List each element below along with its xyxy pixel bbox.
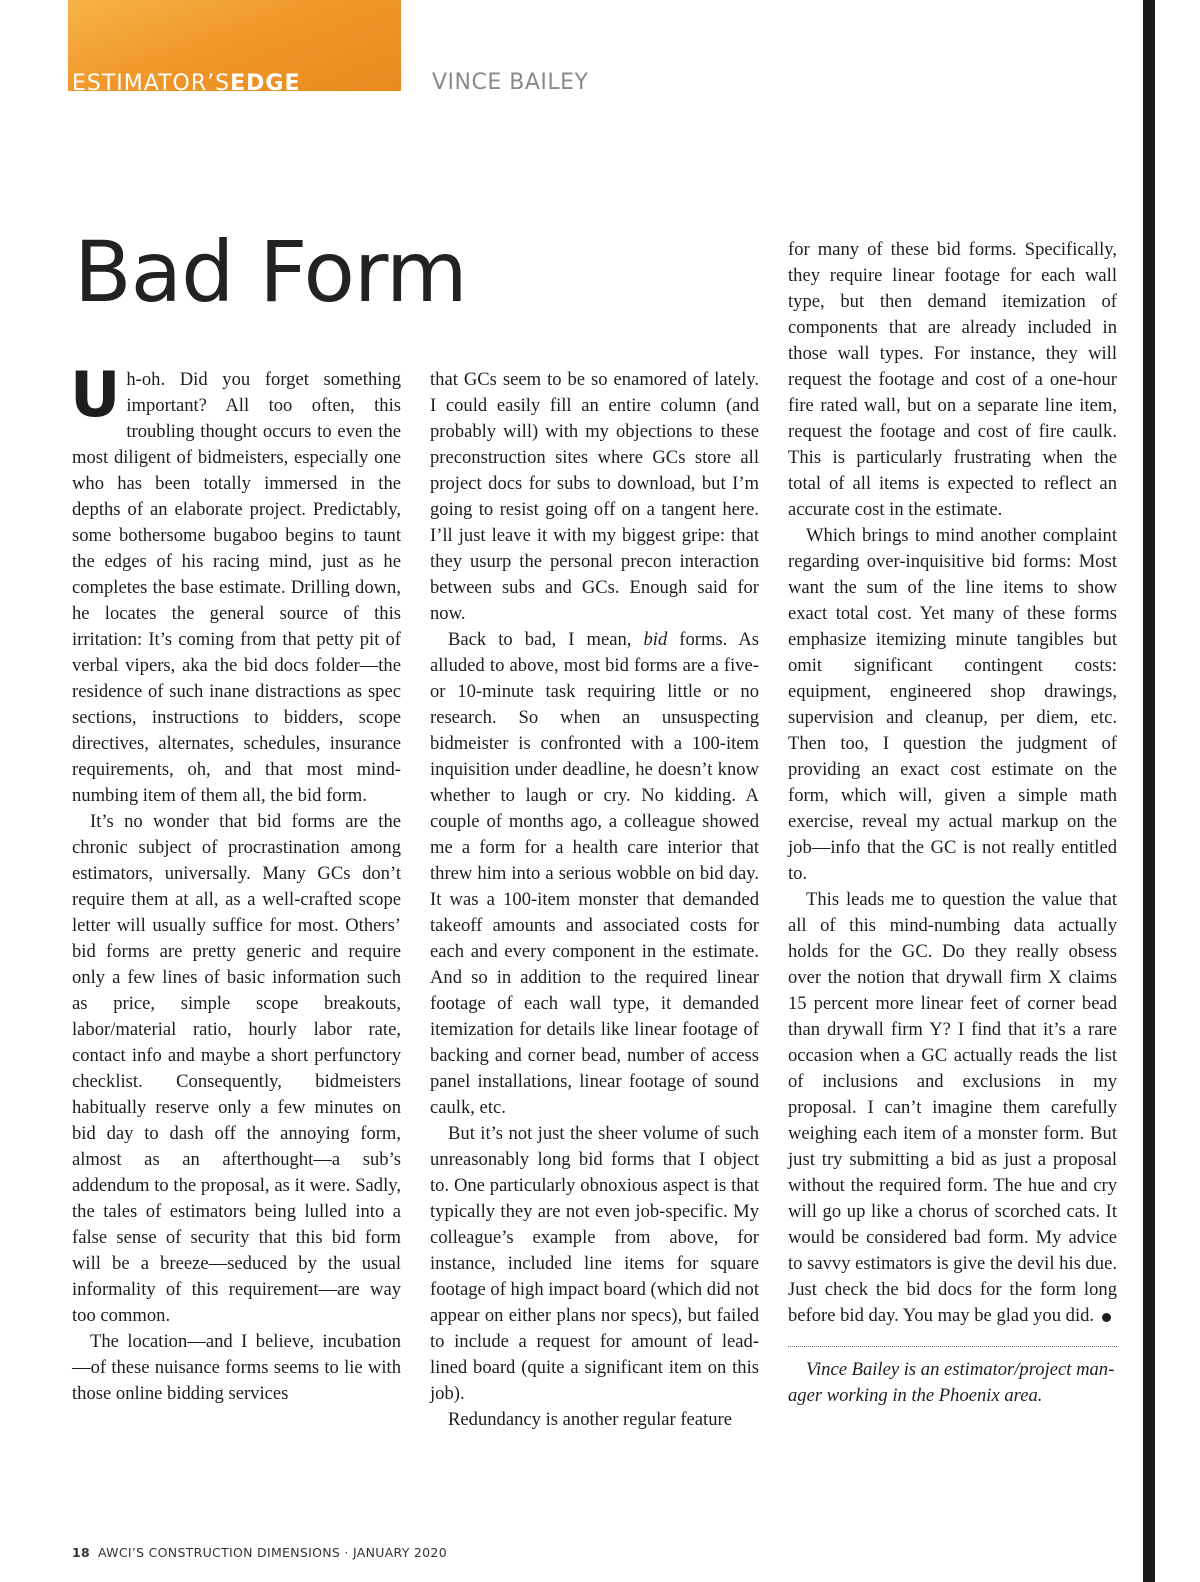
end-mark-icon: [1102, 1313, 1111, 1322]
column-label-part2: EDGE: [230, 71, 301, 91]
paragraph-2: It’s no wonder that bid forms are the chronic subject of procrastination among estimators, universally. Many GCs don’t require them at all, as a well-crafted scope letter will usually suffice for most. Others’ bid forms are pretty generic and require only a few lines of basic information such as price, simple scope breakouts, labor/material ratio, hourly labor rate, contact info and maybe a short perfunctory checklist. Consequently, bidmeisters habitually reserve only a few minutes on bid day to dash off the annoying form, almost as an afterthought—a sub’s addendum to the proposal, as it were. Sadly, the tales of estimators being lulled into a false sense of security that this bid form will be a breeze—seduced by the usual informality of this requirement—are way too common.: [72, 811, 401, 1326]
column-label-part1: ESTIMATOR’S: [72, 71, 231, 91]
article-title: Bad Form: [74, 223, 467, 321]
paragraph-5: But it’s not just the sheer volume of such unreasonably long bid forms that I object to. One particularly obnoxious aspect is that typically they are not even job-specific. My colleague’s example from above, for instance, included line items for square footage of high impact board (which did not appear on either plans nor specs), but failed to include a request for amount of lead-lined board (quite a significant item on this job).: [430, 1123, 759, 1404]
paragraph-1: Uh-oh. Did you forget something important? All too often, this troubling thought occurs to even the most diligent of bidmeisters, especially one who has been totally immersed in the depths of an elaborate project. Predictably, some bothersome bugaboo begins to taunt the edges of his racing mind, just as he completes the base estimate. Drilling down, he locates the general source of this irritation: It’s coming from that petty pit of verbal vipers, aka the bid docs folder—the residence of such inane distractions as spec sections, instructions to bidders, scope directives, alternates, schedules, insurance requirements, oh, and that most mind-numbing item of them all, the bid form.: [70, 358, 401, 806]
paragraph-8: This leads me to question the value that all of this mind-numbing data actually holds for the GC. Do they really obsess over the notion that drywall firm X claims 15 percent more linear feet of corner bead than drywall firm Y? I find that it’s a rare occasion when a GC actually reads the list of inclusions and exclusions in my proposal. I can’t imagine them carefully weighing each item of a monster form. But just try submitting a bid as just a proposal without the required form. The hue and cry will go up like a chorus of scorched cats. It would be considered bad form. My advice to savvy estimators is give the devil his due. Just check the bid docs for the form long before bid day. You may be glad you did.: [788, 889, 1117, 1326]
paragraph-4: Back to bad, I mean, bid forms. As alluded to above, most bid forms are a five- or 10-minute task requiring little or no research. So when an unsuspecting bidmeister is confronted with a 100-item inquisition under deadline, he doesn’t know whether to laugh or cry. No kidding. A couple of months ago, a colleague showed me a form for a health care interior that threw him into a serious wobble on bid day. It was a 100-item monster that demanded takeoff amounts and associated costs for each and every component in the estimate. And so in addition to the required linear footage of each wall type, it demanded itemization for details like linear footage of backing and corner bead, number of access panel installations, linear footage of sound caulk, etc.: [430, 629, 759, 1118]
emphasis-bid: bid: [643, 629, 668, 650]
drop-cap: U: [70, 358, 121, 431]
page-number: 18: [72, 1545, 90, 1560]
paragraph-7: Which brings to mind another complaint regarding over-inquisitive bid forms: Most want the sum of the line items to show exact total cost. Yet many of these forms emphasize itemizing minute tangibles but omit significant contingent costs: equipment, engineered shop drawings, supervision and cleanup, per diem, etc. Then too, I question the judgment of providing an exact cost estimate on the form, which will, given a simple math exercise, reveal my actual markup on the job—info that the GC is not really entitled to.: [788, 525, 1117, 884]
paragraph-3-continued: that GCs seem to be so enamored of lately. I could easily fill an entire column (and probably will) with my objections to these preconstruction sites where GCs store all project docs for subs to download, but I’m going to resist going off on a tangent here. I’ll just leave it with my biggest gripe: that they usurp the personal precon interaction between subs and GCs. Enough said for now.: [430, 369, 759, 624]
page-edge-bar: [1143, 0, 1155, 1582]
author-bio: Vince Bailey is an estimator/project manager working in the Phoenix area.: [788, 1359, 1115, 1406]
paragraph-6: Redundancy is another regular feature: [448, 1409, 732, 1430]
page-footer: [72, 1545, 447, 1560]
column-header-banner: [68, 0, 401, 91]
author-name: VINCE BAILEY: [432, 70, 589, 95]
publication-info: AWCI’S CONSTRUCTION DIMENSIONS · JANUARY 2020: [98, 1545, 447, 1560]
paragraph-6-continued: for many of these bid forms. Specifically, they require linear footage for each wall type, but then demand itemization of components that are already included in those wall types. For instance, they will request the footage and cost of a one-hour fire rated wall, but on a separate line item, request the footage and cost of fire caulk. This is particularly frustrating when the total of all items is expected to reflect an accurate cost in the estimate.: [788, 239, 1117, 520]
paragraph-3: The location—and I believe, incubation—of these nuisance forms seems to lie with those online bidding services: [72, 1331, 401, 1404]
column-label: [72, 73, 301, 91]
text-column-1: [70, 358, 401, 1407]
text-column-2: [430, 367, 759, 1433]
bio-divider: [788, 1346, 1117, 1347]
text-column-3: [788, 237, 1117, 1409]
